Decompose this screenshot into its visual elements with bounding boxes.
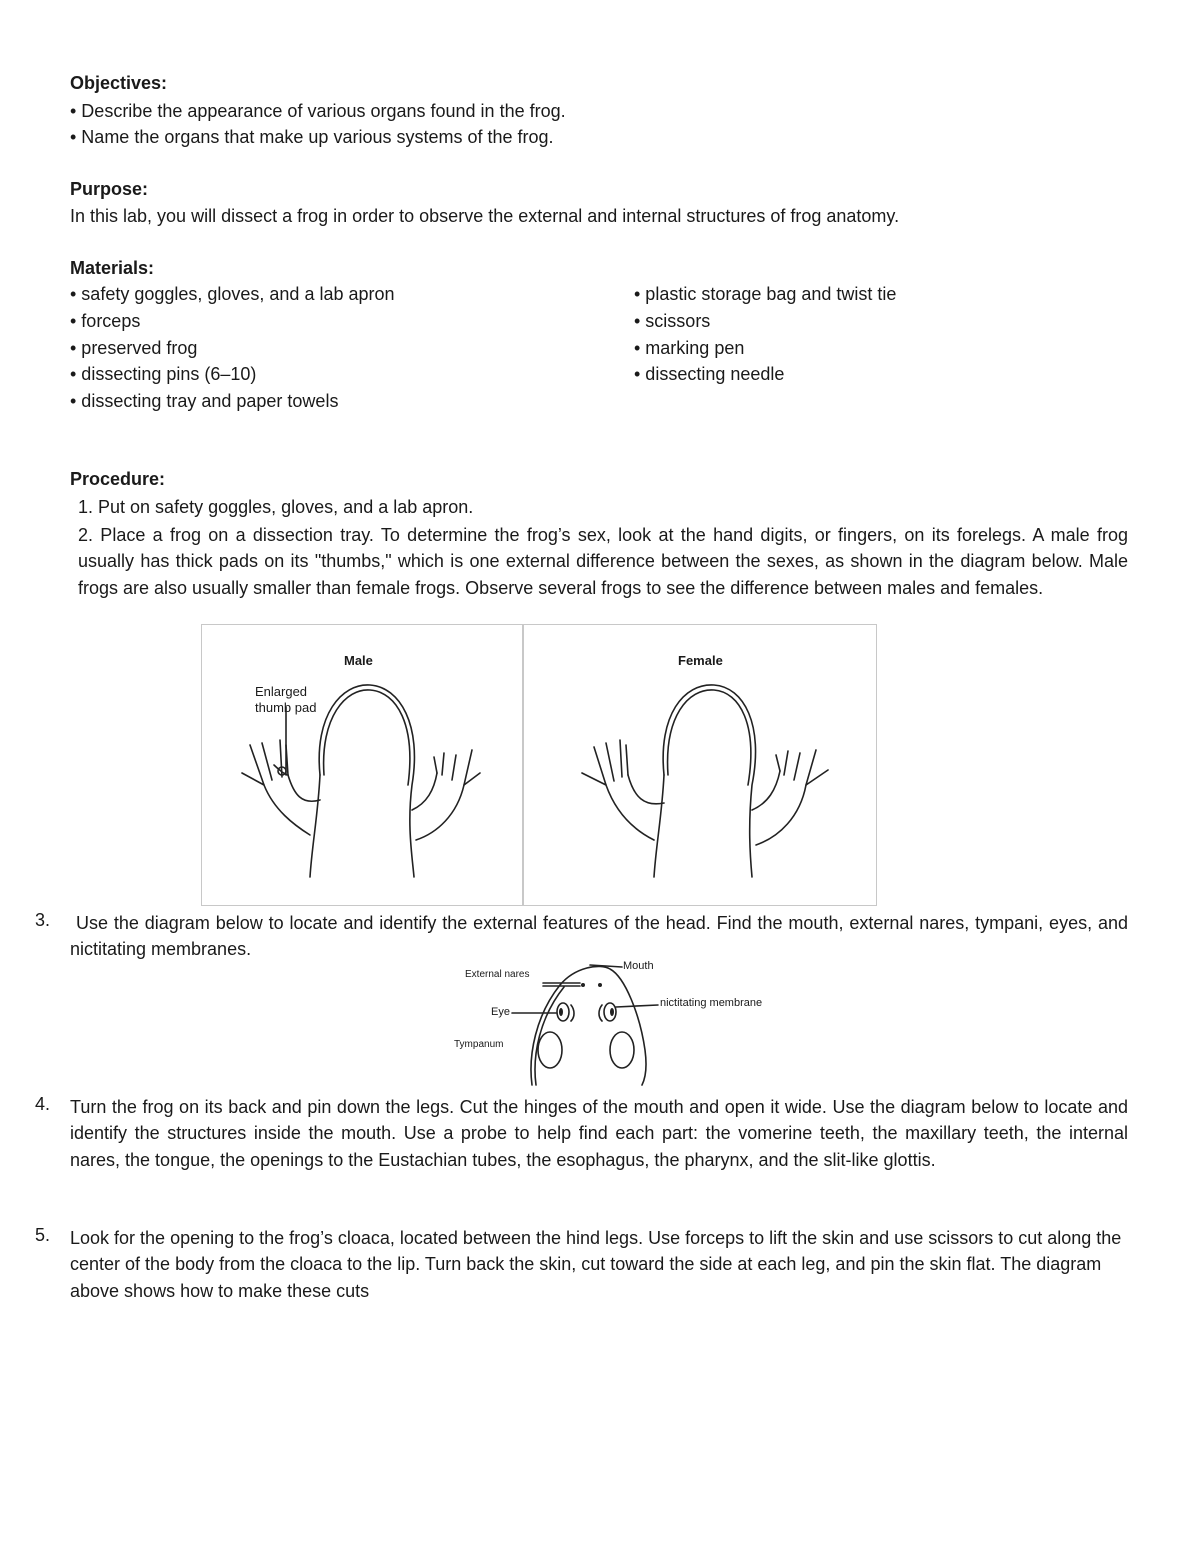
material-item: • dissecting needle	[634, 364, 785, 384]
procedure-step-4-text: Turn the frog on its back and pin down the legs. Cut the hinges of the mouth and open it wide. Use the diagram below to locate and identify the structures inside the mouth. Use a probe to help find each part: the vomerine teeth, the maxillary teeth, the internal nares, the tongue, the openings to the Eustachian tubes, the esophagus, the pharynx, and the slit-like glottis.	[70, 1097, 1128, 1170]
procedure-step-5-number: 5.	[35, 1225, 51, 1245]
materials-heading: Materials:	[70, 258, 155, 278]
purpose-heading: Purpose:	[70, 179, 149, 199]
purpose-text: In this lab, you will dissect a frog in order to observe the external and internal structures of frog anatomy.	[70, 206, 900, 226]
objective-item: • Name the organs that make up various systems of the frog.	[70, 127, 554, 147]
objective-item: • Describe the appearance of various organs found in the frog.	[70, 101, 566, 121]
material-item: • forceps	[70, 311, 141, 331]
material-item: • dissecting tray and paper towels	[70, 391, 339, 411]
material-item: • safety goggles, gloves, and a lab apron	[70, 284, 395, 304]
objectives-heading: Objectives:	[70, 73, 168, 93]
female-label: Female	[678, 653, 723, 668]
material-item: • dissecting pins (6–10)	[70, 364, 257, 384]
procedure-heading: Procedure:	[70, 469, 166, 489]
material-item: • plastic storage bag and twist tie	[634, 284, 897, 304]
female-frog-drawing	[524, 625, 876, 905]
female-figure-panel	[523, 624, 877, 906]
procedure-step-2-text: 2. Place a frog on a dissection tray. To determine the frog’s sex, look at the hand digits, or fingers, on its forelegs. A male frog usually has thick pads on its "thumbs," which is one external difference between the sexes, as shown in the diagram below. Male frogs are also usually smaller than female frogs. Observe several frogs to see the difference between males and females.	[78, 525, 1128, 598]
male-frog-drawing	[202, 625, 522, 905]
thumb-pad-label-line1: Enlarged	[255, 684, 308, 699]
eye-label: Eye	[491, 1006, 510, 1018]
thumb-pad-label-line2: thumb pad	[255, 700, 317, 715]
procedure-step-3-text: Use the diagram below to locate and identify the external features of the head. Find the mouth, external nares, tympani, eyes, and nictitating membranes.	[70, 913, 1128, 960]
procedure-step-5-text: Look for the opening to the frog’s cloaca, located between the hind legs. Use forceps to lift the skin and use scissors to cut along the center of the body from the cloaca to the lip. Turn back the skin, cut toward the side at each leg, and pin the skin flat. The diagram above shows how to make these cuts	[70, 1228, 1122, 1301]
material-item: • preserved frog	[70, 338, 198, 358]
procedure-step-5	[70, 1225, 1128, 1304]
procedure-step-2	[78, 522, 1128, 601]
procedure-step-1: 1. Put on safety goggles, gloves, and a lab apron.	[78, 497, 474, 517]
mouth-label: Mouth	[623, 960, 654, 972]
procedure-step-4-number: 4.	[35, 1094, 51, 1114]
frog-head-diagram	[440, 955, 780, 1090]
material-item: • scissors	[634, 311, 711, 331]
external-nares-label: External nares	[465, 969, 530, 980]
procedure-step-4	[70, 1094, 1128, 1173]
nictitating-membrane-label: nictitating membrane	[660, 997, 763, 1009]
male-label: Male	[344, 653, 373, 668]
tympanum-label: Tympanum	[454, 1039, 504, 1050]
procedure-step-3-number: 3.	[35, 910, 51, 930]
material-item: • marking pen	[634, 338, 745, 358]
male-figure-panel	[201, 624, 523, 906]
